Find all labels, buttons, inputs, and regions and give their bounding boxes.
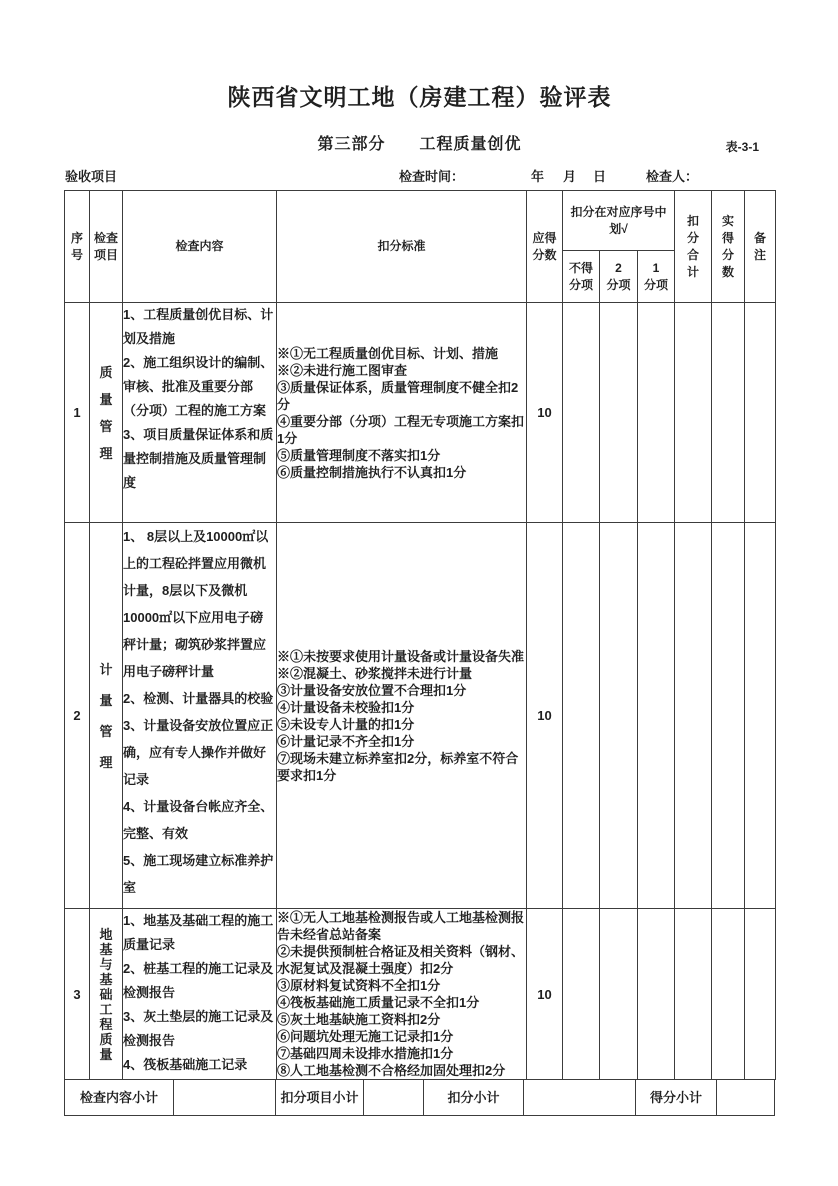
- check-item-label: 地 基 与 基 础 工 程 质 量: [90, 909, 123, 1080]
- content-item: 4、计量设备台帐应齐全、完整、有效: [123, 799, 274, 841]
- col-header-due-score: 应得 分数: [527, 191, 563, 303]
- check-content-list: [123, 523, 277, 909]
- score-subtotal-cell: [717, 1079, 775, 1116]
- content-item: 4、筏板基础施工记录: [123, 1057, 248, 1072]
- meta-row: [64, 164, 775, 186]
- deduction-standard-list: [277, 909, 527, 1080]
- subtotal-row: [64, 1079, 775, 1116]
- standard-item: ④计量设备未校验扣1分: [277, 699, 415, 715]
- label-deduction-subtotal: 扣分小计: [424, 1079, 524, 1116]
- table-row: [65, 523, 776, 909]
- label-year: 年: [531, 169, 545, 184]
- standard-item: ※①无人工地基检测报告或人工地基检测报告未经省总站备案: [277, 910, 525, 942]
- actual-score-cell: [712, 523, 745, 909]
- col-header-check-item: 检查 项目: [90, 191, 123, 303]
- content-item: 3、灰土垫层的施工记录及检测报告: [123, 1009, 274, 1048]
- no-score-mark-cell: [563, 909, 600, 1080]
- content-item: 2、检测、计量器具的校验: [123, 691, 274, 706]
- actual-score-cell: [712, 909, 745, 1080]
- label-day: 日: [593, 169, 607, 184]
- standard-item: ⑧人工地基检测不合格经加固处理扣2分: [277, 1063, 506, 1078]
- two-point-mark-cell: [600, 909, 638, 1080]
- label-check-time: 检查时间：: [399, 169, 465, 184]
- standard-item: ⑥问题坑处理无施工记录扣1分: [277, 1029, 454, 1044]
- standard-item: ④重要分部（分项）工程无专项施工方案扣1分: [277, 413, 525, 446]
- remark-cell: [745, 303, 776, 523]
- content-item: 1、工程质量创优目标、计划及措施: [123, 307, 274, 346]
- standard-item: ⑦基础四周未设排水措施扣1分: [277, 1046, 454, 1061]
- seq-value: 3: [65, 909, 90, 1080]
- label-score-subtotal: 得分小计: [636, 1079, 717, 1116]
- standard-item: ※①无工程质量创优目标、计划、措施: [277, 345, 499, 361]
- col-header-two-point-item: 2 分项: [600, 251, 638, 303]
- remark-cell: [745, 523, 776, 909]
- deduction-item-subtotal-cell: [364, 1079, 424, 1116]
- col-header-check-content: 检查内容: [123, 191, 277, 303]
- standard-item: ⑤质量管理制度不落实扣1分: [277, 447, 441, 463]
- standard-item: ②未提供预制桩合格证及相关资料（钢材、水泥复试及混凝土强度）扣2分: [277, 944, 525, 976]
- deduction-subtotal-cell: [524, 1079, 636, 1116]
- one-point-mark-cell: [638, 909, 675, 1080]
- check-item-label: 计 量 管 理: [90, 523, 123, 909]
- col-header-deduction-total: 扣 分 合 计: [675, 191, 712, 303]
- col-header-remark: 备 注: [745, 191, 776, 303]
- col-header-one-point-item: 1 分项: [638, 251, 675, 303]
- due-score-value: 10: [527, 909, 563, 1080]
- col-header-actual-score: 实 得 分 数: [712, 191, 745, 303]
- standard-item: ⑤未设专人计量的扣1分: [277, 716, 415, 732]
- standard-item: ※①未按要求使用计量设备或计量设备失准: [277, 648, 525, 664]
- deduction-total-cell: [675, 909, 712, 1080]
- deduction-standard-list: [277, 523, 527, 909]
- label-checker: 检查人：: [646, 169, 699, 184]
- standard-item: ⑦现场未建立标养室扣2分，标养室不符合要求扣1分: [277, 750, 519, 783]
- standard-item: ※②混凝土、砂浆搅拌未进行计量: [277, 665, 473, 681]
- standard-item: ③计量设备安放位置不合理扣1分: [277, 682, 467, 698]
- standard-item: ⑥计量记录不齐全扣1分: [277, 733, 415, 749]
- section-title: 第三部分 工程质量创优: [317, 136, 522, 153]
- col-header-deduction-standard: 扣分标准: [277, 191, 527, 303]
- seq-value: 1: [65, 303, 90, 523]
- two-point-mark-cell: [600, 303, 638, 523]
- deduction-standard-list: [277, 303, 527, 523]
- table-row: [65, 303, 776, 523]
- due-score-value: 10: [527, 523, 563, 909]
- actual-score-cell: [712, 303, 745, 523]
- no-score-mark-cell: [563, 303, 600, 523]
- col-header-no-score-item: 不得 分项: [563, 251, 600, 303]
- col-header-seq: 序 号: [65, 191, 90, 303]
- label-check-content-subtotal: 检查内容小计: [64, 1079, 174, 1116]
- content-item: 2、桩基工程的施工记录及检测报告: [123, 961, 274, 1000]
- check-content-list: [123, 303, 277, 523]
- content-item: 1、 8层以上及10000㎡以上的工程砼拌置应用微机计量，8层以下及微机10000㎡以下应用电子磅秤计量；砌筑砂浆拌置应用电子磅秤计量: [123, 529, 269, 679]
- one-point-mark-cell: [638, 523, 675, 909]
- content-item: 5、施工现场建立标准养护室: [123, 853, 274, 895]
- section-line: [64, 134, 775, 156]
- col-header-deduction-mark: 扣分在对应序号中 划√: [563, 191, 675, 251]
- standard-item: ※②未进行施工图审查: [277, 362, 408, 378]
- evaluation-table: [64, 190, 776, 1080]
- check-item-label: 质 量 管 理: [90, 303, 123, 523]
- content-item: 2、施工组织设计的编制、审核、批准及重要分部（分项）工程的施工方案: [123, 355, 274, 418]
- content-item: 3、项目质量保证体系和质量控制措施及质量管理制度: [123, 427, 274, 490]
- remark-cell: [745, 909, 776, 1080]
- standard-item: ⑤灰土地基缺施工资料扣2分: [277, 1012, 441, 1027]
- content-item: 3、计量设备安放位置应正确，应有专人操作并做好记录: [123, 718, 274, 787]
- document-sheet: [64, 0, 775, 1116]
- label-deduction-item-subtotal: 扣分项目小计: [276, 1079, 364, 1116]
- page-title: 陕西省文明工地（房建工程）验评表: [227, 84, 612, 110]
- deduction-total-cell: [675, 303, 712, 523]
- seq-value: 2: [65, 523, 90, 909]
- table-row: [65, 909, 776, 1080]
- two-point-mark-cell: [600, 523, 638, 909]
- check-content-subtotal-cell: [174, 1079, 276, 1116]
- label-month: 月: [563, 169, 577, 184]
- standard-item: ③原材料复试资料不全扣1分: [277, 978, 441, 993]
- content-item: 1、地基及基础工程的施工质量记录: [123, 913, 274, 952]
- table-number: 表-3-1: [725, 140, 759, 154]
- standard-item: ⑥质量控制措施执行不认真扣1分: [277, 464, 467, 480]
- standard-item: ④筏板基础施工质量记录不全扣1分: [277, 995, 480, 1010]
- one-point-mark-cell: [638, 303, 675, 523]
- no-score-mark-cell: [563, 523, 600, 909]
- check-content-list: [123, 909, 277, 1080]
- due-score-value: 10: [527, 303, 563, 523]
- label-acceptance-item: 验收项目: [65, 169, 118, 184]
- standard-item: ③质量保证体系，质量管理制度不健全扣2分: [277, 379, 519, 412]
- deduction-total-cell: [675, 523, 712, 909]
